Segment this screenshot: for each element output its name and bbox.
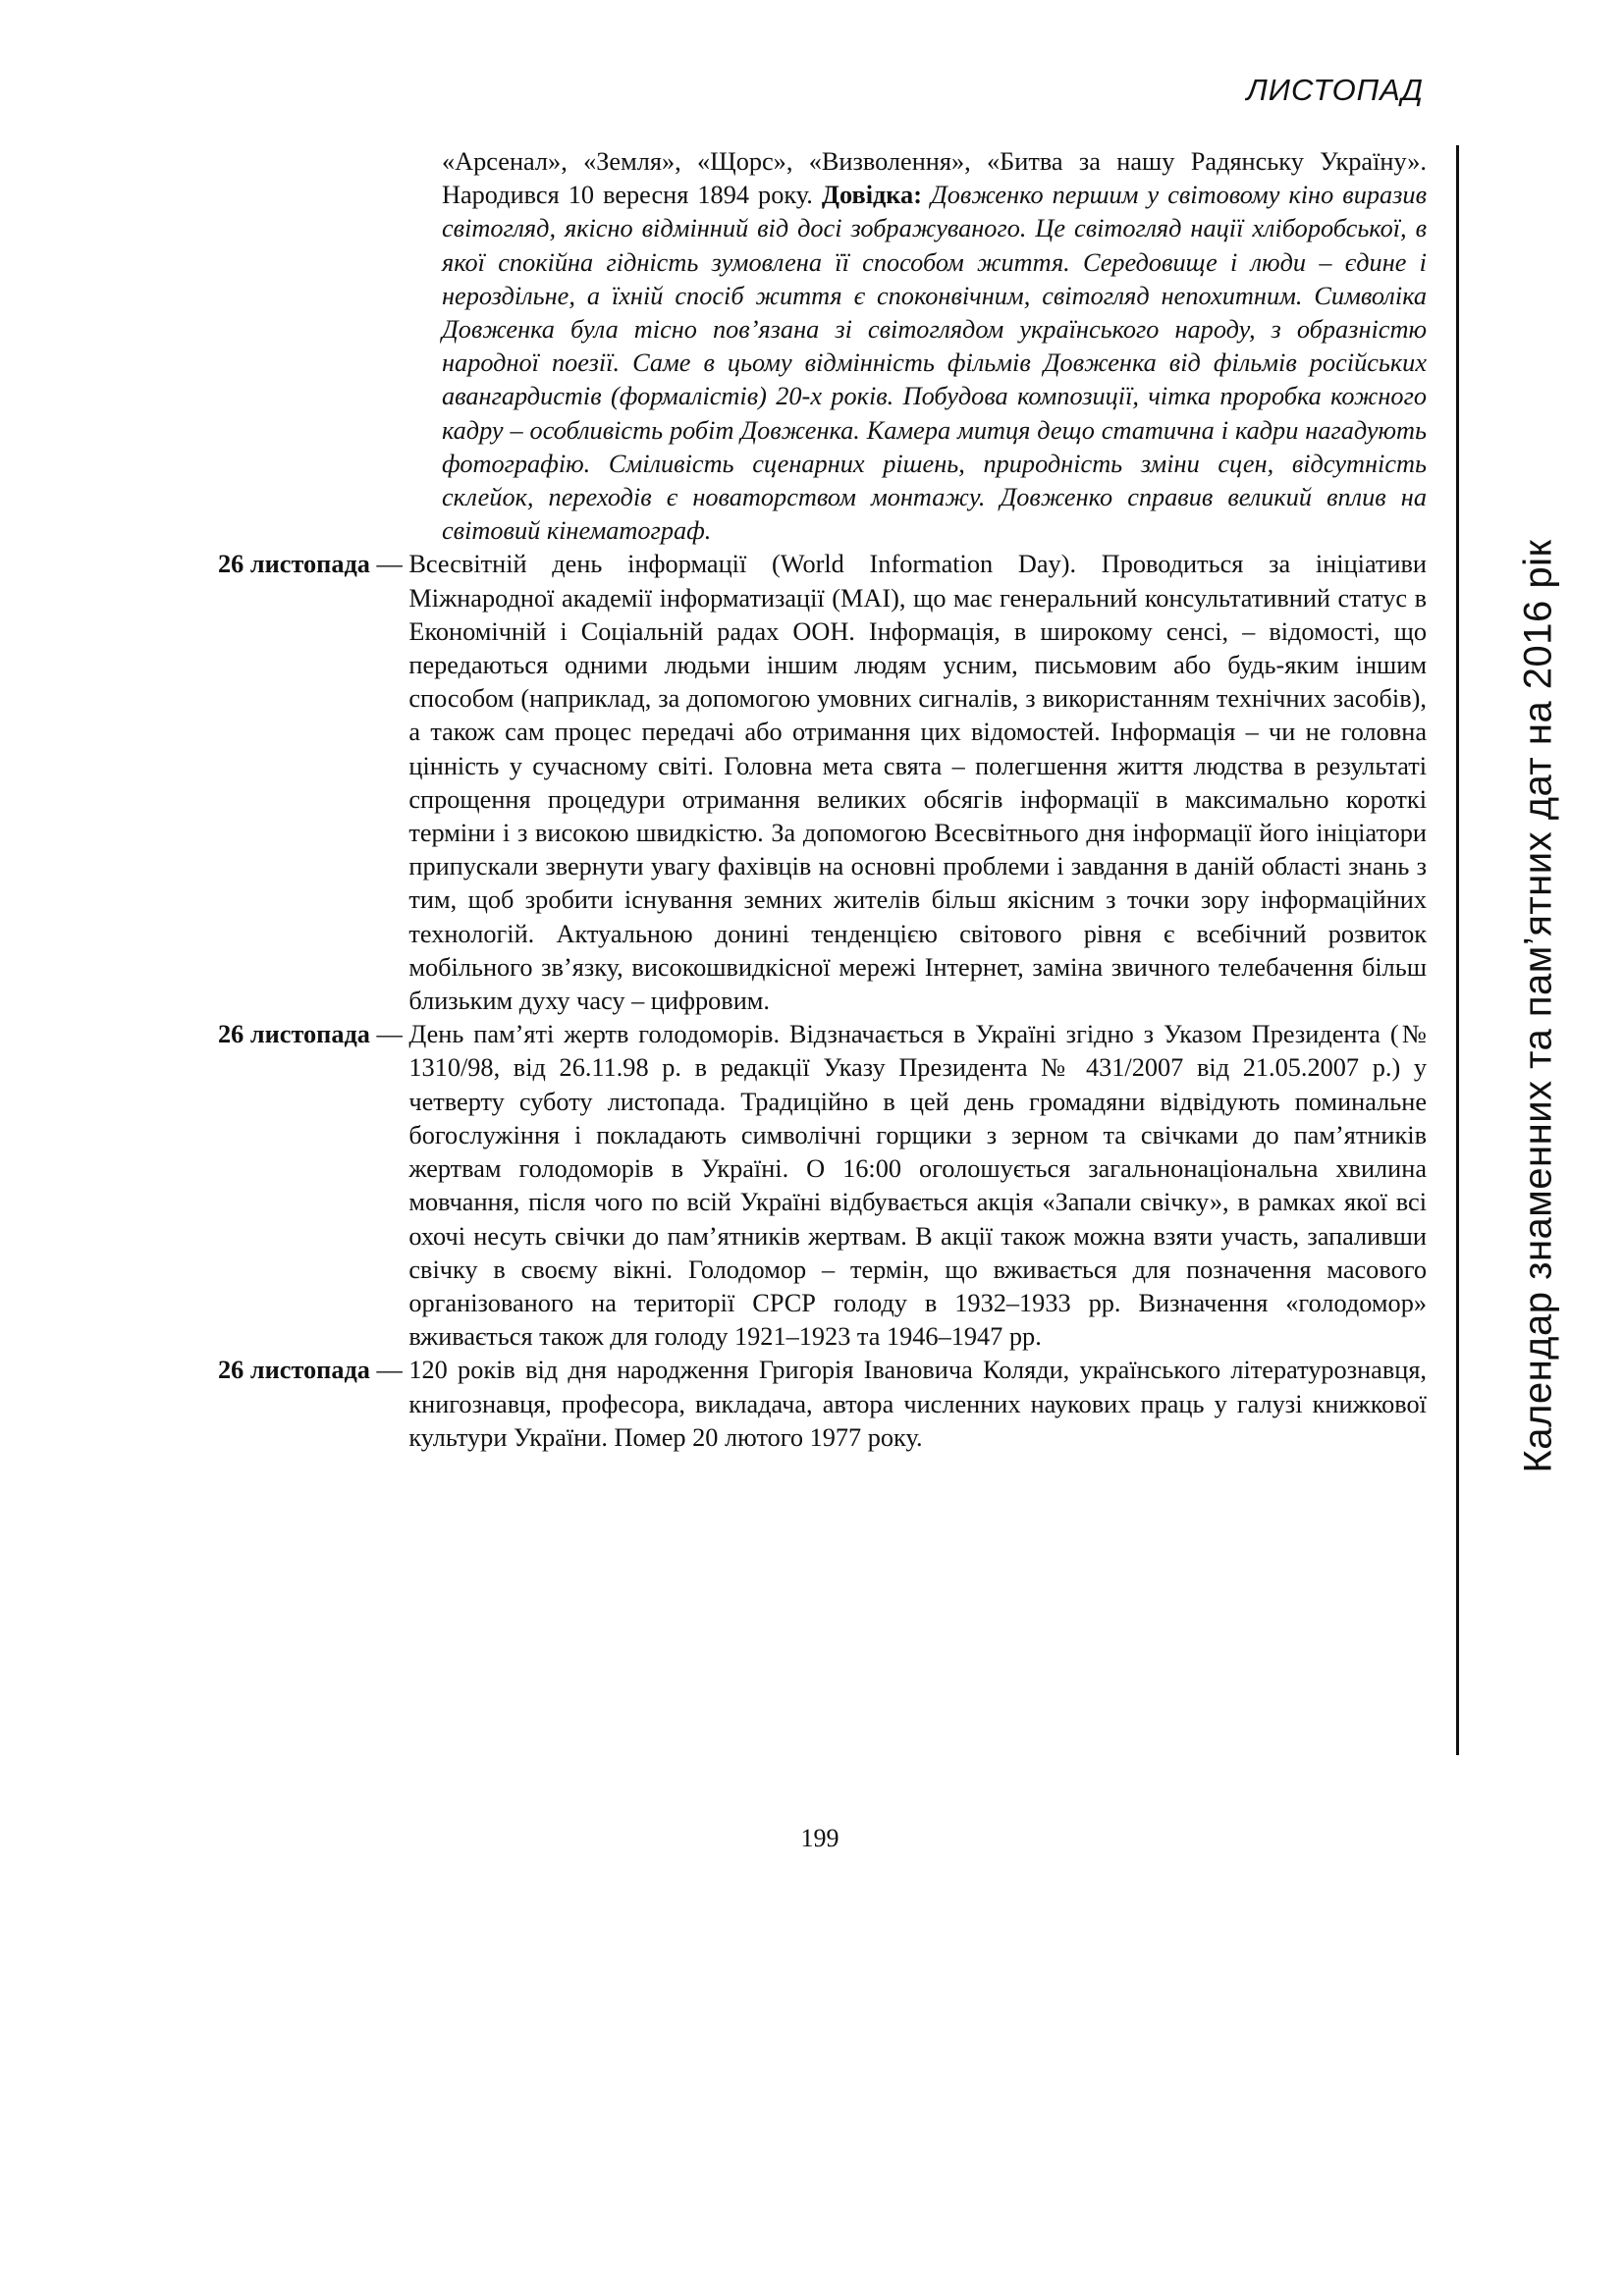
- page-number: 199: [800, 1824, 839, 1852]
- running-header: ЛИСТОПАД: [1246, 73, 1424, 107]
- calendar-entry: [218, 1018, 1427, 1354]
- note-text: Довженко першим у світовому кіно виразив світогляд, якісно відмінний від досі зображуваного. Це світогляд нації хліборобської, в якої спокійна гідність зумовлена її способом життя. Середовище і люди – єдине і нероздільне, а їхній спосіб життя є споконвічним, світогляд непохитним. Символіка Довженка була тісно пов’язана зі світоглядом українського народу, з образністю народної поезії. Саме в цьому відмінність фільмів Довженка від фільмів російських авангардистів (формалістів) 20-х років. Побудова композиції, чітка проробка кожного кадру – особливість робіт Довженка. Камера митця дещо статична і кадри нагадують фотографію. Сміливість сценарних рішень, природність зміни сцен, відсутність склейок, переходів є новаторством монтажу. Довженко справив великий вплив на світовий кінематограф.: [442, 181, 1427, 546]
- entry-text: 120 років від дня народження Григорія Івановича Коляди, українського літературознавця, книгознавця, професора, викладача, автора численних наукових праць у галузі книжкової культури України. Помер 20 лютого 1977 року.: [408, 1356, 1427, 1452]
- entry-date: 26 листопада: [218, 1356, 370, 1385]
- entry-text: День пам’яті жертв голодоморів. Відзначається в Україні згідно з Указом Президента (№ 1310/98, від 26.11.98 р. в редакції Указу Президента № 431/2007 від 21.05.2007 р.) у четверту суботу листопада. Традиційно в цей день громадяни відвідують поминальне богослужіння і покладають символічні горщики з зерном та свічками до пам’ятників жертвам голодоморів в Україні. О 16:00 оголошується загальнонаціональна хвилина мовчання, після чого по всій Україні відбувається акція «Запали свічку», в рамках якої всі охочі несуть свічки до пам’ятників жертвам. В акції також можна взяти участь, запаливши свічку в своєму вікні. Голодомор – термін, що вживається для позначення масового організованого на території СРСР голоду в 1932–1933 рр. Визначення «голодомор» вживається також для голоду 1921–1923 та 1946–1947 рр.: [408, 1020, 1427, 1352]
- side-divider-rule: [1456, 145, 1459, 1755]
- intro-text: «Арсенал», «Земля», «Щорс», «Визволення», «Битва за нашу Радянську Україну». Народився 10 вересня 1894 року.: [442, 147, 1427, 210]
- note-label: Довідка:: [821, 181, 922, 210]
- page-body: [218, 145, 1427, 1455]
- entry-date: 26 листопада: [218, 550, 370, 579]
- entry-dash: —: [369, 1356, 409, 1385]
- entry-dash: —: [369, 550, 409, 579]
- entry-text: Всесвітній день інформації (World Information Day). Проводиться за ініціативи Міжнародної академії інформатизації (МАІ), що має генеральний консультативний статус в Економічній і Соціальній радах ООН. Інформація, в широкому сенсі, – відомості, що передаються одними людьми іншим людям усним, письмовим або будь-яким іншим способом (наприклад, за допомогою умовних сигналів, з використанням технічних засобів), а також сам процес передачі або отримання цих відомостей. Інформація – чи не головна цінність у сучасному світі. Головна мета свята – полегшення життя людства в результаті спрощення процедури отримання великих обсягів інформації в максимально короткі терміни і з високою швидкістю. За допомогою Всесвітнього дня інформації його ініціатори припускали звернути увагу фахівців на основні проблеми і завдання в даній області знань з тим, щоб зробити існування земних жителів більш якісним з точки зору інформаційних технологій. Актуальною донині тенденцією світового рівня є всебічний розвиток мобільного зв’язку, високошвидкісної мережі Інтернет, заміна звичного телебачення більш близьким духу часу – цифровим.: [408, 550, 1427, 1016]
- entry-date: 26 листопада: [218, 1020, 370, 1049]
- intro-paragraph: [442, 145, 1427, 548]
- entry-dash: —: [369, 1020, 409, 1049]
- side-running-title: Календар знаменних та пам’ятних дат на 2016 рік: [1516, 539, 1560, 1473]
- calendar-entry: [218, 1354, 1427, 1455]
- calendar-entry: [218, 548, 1427, 1018]
